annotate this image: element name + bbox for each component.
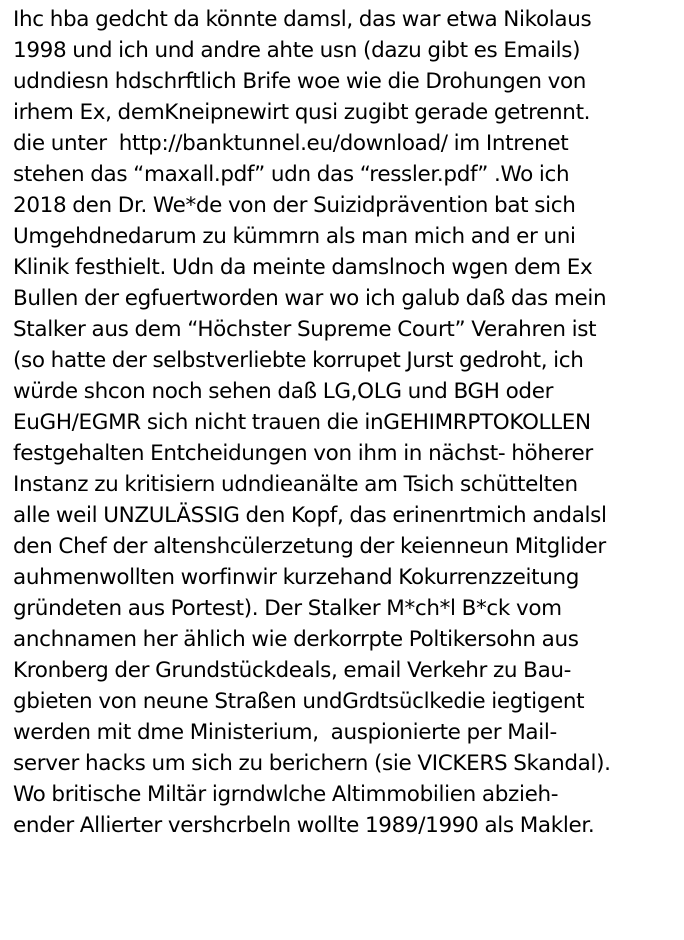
text-line: würde shcon noch sehen daß LG,OLG und BGH oder [13, 379, 554, 404]
text-line: udndiesn hdschrftlich Brife woe wie die Drohungen von [13, 69, 587, 94]
text-line: den Chef der altenshcülerzetung der keienneun Mitglider [13, 534, 606, 559]
text-line: ender Allierter vershcrbeln wollte 1989/1990 als Makler. [13, 813, 595, 838]
text-line: alle weil UNZULÄSSIG den Kopf, das erinenrtmich andalsl [13, 503, 607, 528]
text-line: gründeten aus Portest). Der Stalker M*ch*l B*ck vom [13, 596, 562, 621]
text-line: Ihc hba gedcht da könnte damsl, das war etwa Nikolaus [13, 7, 592, 32]
text-line: die unter http://banktunnel.eu/download/ im Intrenet [13, 131, 569, 156]
text-line: Instanz zu kritisiern udndieanälte am Tsich schüttelten [13, 472, 578, 497]
text-line: Bullen der egfuertworden war wo ich galub daß das mein [13, 286, 607, 311]
text-line: gbieten von neune Straßen undGrdtsüclkedie iegtigent [13, 689, 585, 714]
text-line: werden mit dme Ministerium, auspionierte per Mail- [13, 720, 557, 745]
text-line: festgehalten Entcheidungen von ihm in nächst- höherer [13, 441, 593, 466]
document-text [13, 4, 681, 841]
text-line: server hacks um sich zu berichern (sie VICKERS Skandal). [13, 751, 611, 776]
text-line: 2018 den Dr. We*de von der Suizidprävention bat sich [13, 193, 576, 218]
text-line: Klinik festhielt. Udn da meinte damslnoch wgen dem Ex [13, 255, 593, 280]
text-line: Kronberg der Grundstückdeals, email Verkehr zu Bau- [13, 658, 572, 683]
text-line: EuGH/EGMR sich nicht trauen die inGEHIMRPTOKOLLEN [13, 410, 591, 435]
text-line: Stalker aus dem “Höchster Supreme Court” Verahren ist [13, 317, 597, 342]
text-line: 1998 und ich und andre ahte usn (dazu gibt es Emails) [13, 38, 581, 63]
text-line: auhmenwollten worfinwir kurzehand Kokurrenzzeitung [13, 565, 580, 590]
text-line: (so hatte der selbstverliebte korrupet Jurst gedroht, ich [13, 348, 584, 373]
text-line: Umgehdnedarum zu kümmrn als man mich and er uni [13, 224, 576, 249]
text-line: Wo britische Miltär igrndwlche Altimmobilien abzieh- [13, 782, 559, 807]
text-line: anchnamen her ählich wie derkorrpte Poltikersohn aus [13, 627, 579, 652]
text-line: irhem Ex, demKneipnewirt qusi zugibt gerade getrennt. [13, 100, 591, 125]
text-line: stehen das “maxall.pdf” udn das “ressler.pdf” .Wo ich [13, 162, 570, 187]
